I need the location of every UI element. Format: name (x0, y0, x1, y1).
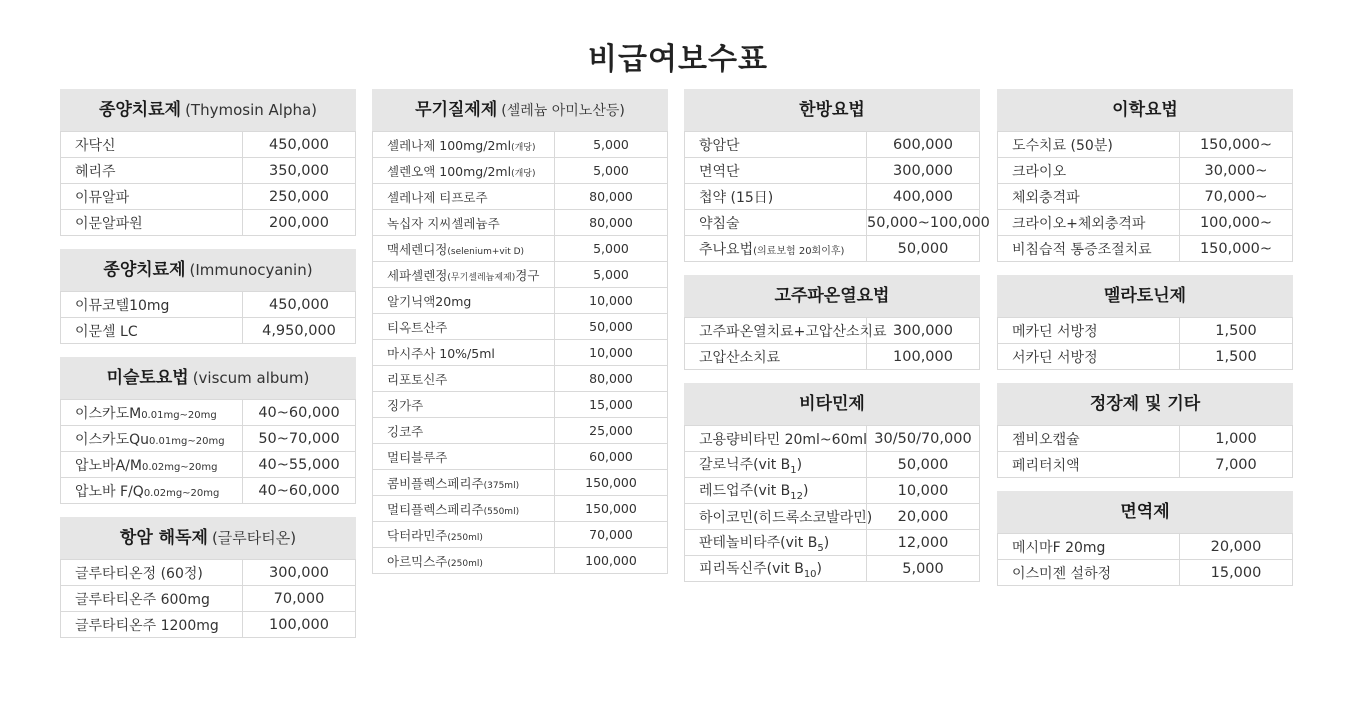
item-price: 80,000 (555, 184, 668, 210)
table-row (61, 158, 356, 184)
item-name-cell (373, 288, 555, 314)
item-name: 자닥신 (75, 137, 116, 154)
table-row (685, 236, 980, 262)
table-row (685, 158, 980, 184)
section-header (60, 517, 356, 559)
item-name-cell (373, 418, 555, 444)
table-row (61, 560, 356, 586)
item-name-suffix: ) (823, 534, 830, 551)
item-name-cell (685, 478, 867, 504)
item-price: 30,000~ (1180, 158, 1293, 184)
section-title: 종양치료제 (103, 260, 186, 280)
item-name: 크라이오 (1012, 163, 1067, 180)
item-name-cell (61, 210, 243, 236)
item-price: 1,500 (1180, 344, 1293, 370)
table-row (685, 530, 980, 556)
table-row (685, 344, 980, 370)
table-row (61, 292, 356, 318)
table-row (998, 184, 1293, 210)
item-price: 10,000 (867, 478, 980, 504)
table-row (998, 158, 1293, 184)
section-thymosin (60, 89, 356, 236)
section-header (684, 275, 980, 317)
item-name: 헤리주 (75, 163, 116, 180)
item-name: 녹십자 지씨셀레늄주 (387, 215, 500, 231)
item-price: 5,000 (867, 556, 980, 582)
column-2 (372, 89, 668, 587)
item-name-cell (373, 392, 555, 418)
table-row (373, 444, 668, 470)
item-price: 4,950,000 (243, 318, 356, 344)
item-price: 5,000 (555, 158, 668, 184)
table-row (373, 392, 668, 418)
item-price: 450,000 (243, 292, 356, 318)
price-table (60, 291, 356, 344)
item-name-cell (998, 210, 1180, 236)
price-table (997, 131, 1293, 262)
section-header (60, 249, 356, 291)
table-row (685, 478, 980, 504)
item-name: 하이코민(히드록소코발라민) (699, 509, 873, 526)
item-price: 40~60,000 (243, 400, 356, 426)
item-name: 페리터치액 (1012, 457, 1080, 474)
item-name-cell (685, 158, 867, 184)
column-1 (60, 89, 356, 651)
item-name-cell (685, 530, 867, 556)
section-header (60, 89, 356, 131)
item-price: 10,000 (555, 288, 668, 314)
item-price: 50,000~100,000 (867, 210, 980, 236)
item-price: 50~70,000 (243, 426, 356, 452)
item-name: 고주파온열치료+고압산소치료 (699, 323, 887, 340)
item-price: 15,000 (1180, 560, 1293, 586)
item-name: 레드업주(vit B (699, 482, 791, 499)
table-row (61, 184, 356, 210)
item-note: (550ml) (483, 506, 520, 517)
item-note: (의료보험 20회이후) (753, 245, 845, 257)
item-price: 20,000 (867, 504, 980, 530)
price-table (60, 131, 356, 236)
table-row (373, 470, 668, 496)
table-row (373, 262, 668, 288)
item-name: 체외충격파 (1012, 189, 1080, 206)
item-name: 맥세렌디정 (387, 241, 448, 257)
section-title: 무기질제제 (415, 100, 498, 120)
table-row (685, 426, 980, 452)
item-name-cell (685, 426, 867, 452)
item-name-cell (373, 340, 555, 366)
table-row (373, 158, 668, 184)
item-price: 1,000 (1180, 426, 1293, 452)
item-note: (250ml) (447, 558, 483, 569)
table-row (685, 132, 980, 158)
section-title: 이학요법 (1112, 100, 1178, 120)
item-name: 피리독신주(vit B (699, 560, 804, 577)
section-title: 면역제 (1120, 502, 1170, 522)
item-note: 0.01mg~20mg (149, 435, 225, 447)
table-row (998, 344, 1293, 370)
item-price: 200,000 (243, 210, 356, 236)
item-name: 깅코주 (387, 423, 424, 439)
column-3 (684, 89, 990, 595)
section-header (997, 89, 1293, 131)
item-name-cell (61, 560, 243, 586)
table-row (373, 496, 668, 522)
item-subscript: 1 (790, 464, 797, 476)
item-name-suffix: ) (816, 560, 823, 577)
section-subtitle: (셀레늄 아미노산등) (501, 103, 625, 119)
item-name-cell (61, 478, 243, 504)
item-price: 5,000 (555, 236, 668, 262)
table-row (373, 132, 668, 158)
section-oriental-medicine (684, 89, 990, 262)
price-table (372, 131, 668, 574)
item-name-cell (373, 262, 555, 288)
section-immunocyanin (60, 249, 356, 344)
item-name-cell (61, 452, 243, 478)
item-name: 셀레나제 티프로주 (387, 189, 488, 205)
section-title: 비타민제 (799, 394, 865, 414)
table-row (998, 560, 1293, 586)
section-hyperthermia (684, 275, 980, 370)
table-row (61, 210, 356, 236)
item-price: 100,000 (555, 548, 668, 574)
table-row (685, 318, 980, 344)
item-name-cell (373, 522, 555, 548)
item-note: (250ml) (447, 532, 483, 543)
table-row (373, 236, 668, 262)
item-price: 80,000 (555, 366, 668, 392)
price-table (684, 425, 980, 582)
item-name: 메시마F 20mg (1012, 539, 1106, 556)
item-price: 15,000 (555, 392, 668, 418)
item-price: 50,000 (555, 314, 668, 340)
item-price: 150,000~ (1180, 132, 1293, 158)
section-title: 종양치료제 (98, 100, 182, 120)
section-subtitle: (글루타티온) (211, 529, 297, 547)
item-name-suffix: ) (796, 456, 803, 473)
table-row (61, 612, 356, 638)
table-row (373, 184, 668, 210)
item-name-cell (998, 452, 1180, 478)
item-name-cell (685, 556, 867, 582)
item-name-cell (373, 548, 555, 574)
section-physical-therapy (997, 89, 1293, 262)
item-name: 리포토신주 (387, 371, 448, 387)
item-name: 이뮤알파 (75, 189, 130, 206)
section-title: 미슬토요법 (106, 368, 189, 388)
item-name-cell (998, 158, 1180, 184)
price-table (997, 425, 1293, 478)
item-price: 100,000 (867, 344, 980, 370)
table-row (685, 210, 980, 236)
item-name: 약침술 (699, 215, 740, 232)
item-name: 면역단 (699, 163, 740, 180)
table-row (373, 366, 668, 392)
price-table (997, 533, 1293, 586)
item-name: 압노바 F/Q (75, 483, 144, 500)
section-header (997, 275, 1293, 317)
section-header (684, 383, 980, 425)
table-row (373, 288, 668, 314)
table-row (61, 426, 356, 452)
item-name-cell (373, 184, 555, 210)
item-name-cell (685, 318, 887, 344)
table-row (373, 522, 668, 548)
item-price: 1,500 (1180, 318, 1293, 344)
item-subscript: 10 (803, 568, 817, 580)
item-name: 판테놀비타주(vit B (699, 534, 818, 551)
item-name-cell (998, 560, 1180, 586)
item-price: 300,000 (243, 560, 356, 586)
item-name: 젬비오캡슐 (1012, 431, 1080, 448)
item-name-cell (685, 210, 867, 236)
item-price: 150,000 (555, 496, 668, 522)
item-name: 글루타티온주 600mg (75, 591, 210, 608)
table-row (685, 556, 980, 582)
item-name: 알기닉액20mg (387, 293, 472, 309)
table-row (998, 452, 1293, 478)
item-name-cell (998, 534, 1180, 560)
table-row (998, 210, 1293, 236)
item-name: 멀티플렉스페리주 (387, 501, 484, 517)
section-melatonin (997, 275, 1293, 370)
item-name-cell (61, 292, 243, 318)
section-header (684, 89, 980, 131)
item-name-cell (685, 452, 867, 478)
item-price: 50,000 (867, 452, 980, 478)
item-price: 60,000 (555, 444, 668, 470)
item-name-cell (373, 210, 555, 236)
item-name-cell (61, 612, 243, 638)
item-price: 250,000 (243, 184, 356, 210)
item-name: 서카딘 서방정 (1012, 349, 1098, 366)
item-price: 25,000 (555, 418, 668, 444)
item-name: 콤비플렉스페리주 (387, 475, 484, 491)
section-minerals (372, 89, 668, 574)
section-title: 한방요법 (799, 100, 865, 120)
item-price: 5,000 (555, 262, 668, 288)
item-name-cell (61, 400, 243, 426)
table-row (373, 314, 668, 340)
item-name: 비침습적 통증조절치료 (1012, 241, 1152, 258)
table-row (373, 340, 668, 366)
table-row (998, 534, 1293, 560)
item-name: 이스미젠 설하정 (1012, 565, 1112, 582)
item-price: 40~55,000 (243, 452, 356, 478)
item-name: 이문셀 LC (75, 323, 138, 340)
item-price: 70,000 (555, 522, 668, 548)
item-price: 70,000 (243, 586, 356, 612)
item-name-cell (998, 236, 1180, 262)
table-row (61, 318, 356, 344)
column-4 (997, 89, 1293, 599)
item-name: 고압산소치료 (699, 349, 781, 366)
section-header (372, 89, 668, 131)
item-name: 압노바A/M (75, 457, 142, 474)
item-price: 50,000 (867, 236, 980, 262)
item-name-cell (373, 366, 555, 392)
item-price: 400,000 (867, 184, 980, 210)
item-price: 150,000 (555, 470, 668, 496)
item-name: 갈로닉주(vit B (699, 456, 791, 473)
item-note: (무기셀레늄제제) (447, 272, 516, 283)
item-name: 마시주사 10%/5ml (387, 345, 495, 361)
table-row (998, 318, 1293, 344)
table-row (998, 426, 1293, 452)
item-name-cell (373, 496, 555, 522)
section-subtitle: (Immunocyanin) (189, 261, 313, 279)
item-name: 항암단 (699, 137, 740, 154)
section-title: 항암 해독제 (119, 528, 208, 548)
item-name-cell (685, 236, 867, 262)
section-intestinal (997, 383, 1293, 478)
item-price: 40~60,000 (243, 478, 356, 504)
table-row (61, 132, 356, 158)
section-title: 고주파온열요법 (774, 286, 890, 306)
item-name: 멀티블루주 (387, 449, 448, 465)
section-glutathione (60, 517, 356, 638)
item-price: 300,000 (867, 158, 980, 184)
price-table (60, 559, 356, 638)
item-name-cell (373, 236, 555, 262)
item-name-cell (61, 184, 243, 210)
item-name: 글루타티온정 (60정) (75, 565, 203, 582)
item-price: 300,000 (867, 318, 980, 344)
item-price: 7,000 (1180, 452, 1293, 478)
item-name: 추나요법 (699, 241, 754, 258)
item-subscript: 5 (817, 542, 824, 554)
item-name-cell (685, 184, 867, 210)
item-price: 150,000~ (1180, 236, 1293, 262)
item-name: 아르믹스주 (387, 553, 448, 569)
item-price: 70,000~ (1180, 184, 1293, 210)
item-name-cell (685, 504, 873, 530)
item-name: 크라이오+체외충격파 (1012, 215, 1146, 232)
item-price: 20,000 (1180, 534, 1293, 560)
section-vitamins (684, 383, 980, 582)
item-price: 10,000 (555, 340, 668, 366)
item-name-cell (373, 314, 555, 340)
item-name: 닥터라민주 (387, 527, 448, 543)
table-row (685, 184, 980, 210)
item-name: 티옥트산주 (387, 319, 448, 335)
table-row (61, 586, 356, 612)
item-price: 600,000 (867, 132, 980, 158)
item-name-cell (998, 132, 1180, 158)
table-row (373, 548, 668, 574)
item-note: (375ml) (483, 480, 520, 491)
item-name: 도수치료 (50분) (1012, 137, 1113, 154)
item-price: 5,000 (555, 132, 668, 158)
item-name: 이문알파원 (75, 215, 143, 232)
table-row (373, 418, 668, 444)
item-name-cell (61, 158, 243, 184)
item-price: 100,000 (243, 612, 356, 638)
section-immune (997, 491, 1293, 586)
section-header (997, 383, 1293, 425)
item-name: 메카딘 서방정 (1012, 323, 1098, 340)
table-row (998, 132, 1293, 158)
item-price: 350,000 (243, 158, 356, 184)
item-name-cell (373, 444, 555, 470)
item-name-suffix: 경구 (515, 267, 540, 283)
item-name-cell (998, 344, 1180, 370)
item-name-cell (685, 132, 867, 158)
item-name-cell (998, 318, 1180, 344)
item-name: 글루타티온주 1200mg (75, 617, 219, 634)
table-row (61, 400, 356, 426)
item-name: 징가주 (387, 397, 424, 413)
section-header (997, 491, 1293, 533)
item-price: 100,000~ (1180, 210, 1293, 236)
item-price: 12,000 (867, 530, 980, 556)
table-row (685, 504, 980, 530)
price-table (60, 399, 356, 504)
item-note: (selenium+vit D) (447, 246, 525, 257)
item-name: 세파셀렌정 (387, 267, 448, 283)
table-row (61, 452, 356, 478)
item-price: 30/50/70,000 (867, 426, 980, 452)
item-name-cell (61, 132, 243, 158)
item-note: 0.02mg~20mg (141, 461, 218, 473)
item-price: 80,000 (555, 210, 668, 236)
section-subtitle: (viscum album) (192, 369, 310, 387)
price-table (684, 131, 990, 262)
section-title: 멜라토닌제 (1103, 286, 1187, 306)
item-name-cell (373, 470, 555, 496)
section-mistletoe (60, 357, 356, 504)
item-note: 0.02mg~20mg (143, 487, 220, 499)
item-name: 첩약 (15日) (699, 189, 774, 206)
section-subtitle: (Thymosin Alpha) (185, 101, 318, 119)
item-name-cell (373, 132, 555, 158)
page-title: 비급여보수표 (588, 42, 768, 77)
table-row (373, 210, 668, 236)
item-name: 이스카도Qu (75, 431, 149, 448)
item-name: 이뮤코텔10mg (75, 297, 170, 314)
table-row (61, 478, 356, 504)
table-row (685, 452, 980, 478)
item-note: 0.01mg~20mg (141, 409, 217, 421)
item-note: (개당) (511, 142, 536, 153)
item-name-cell (61, 586, 243, 612)
table-row (998, 236, 1293, 262)
item-name-cell (373, 158, 555, 184)
price-table (997, 317, 1293, 370)
item-name-cell (685, 344, 867, 370)
item-note: (개당) (511, 168, 536, 179)
item-name: 셀레나제 100mg/2ml (387, 137, 512, 153)
item-price: 450,000 (243, 132, 356, 158)
item-name-cell (998, 426, 1180, 452)
price-table (684, 317, 980, 370)
section-header (60, 357, 356, 399)
item-name-cell (998, 184, 1180, 210)
item-subscript: 12 (790, 490, 804, 502)
item-name: 이스카도M (75, 405, 142, 422)
item-name: 셀렌오액 100mg/2ml (387, 163, 512, 179)
item-name-cell (61, 426, 243, 452)
section-title: 정장제 및 기타 (1089, 394, 1201, 414)
item-name-cell (61, 318, 243, 344)
item-name: 고용량비타민 20ml~60ml (699, 431, 868, 448)
item-name-suffix: ) (803, 482, 809, 499)
